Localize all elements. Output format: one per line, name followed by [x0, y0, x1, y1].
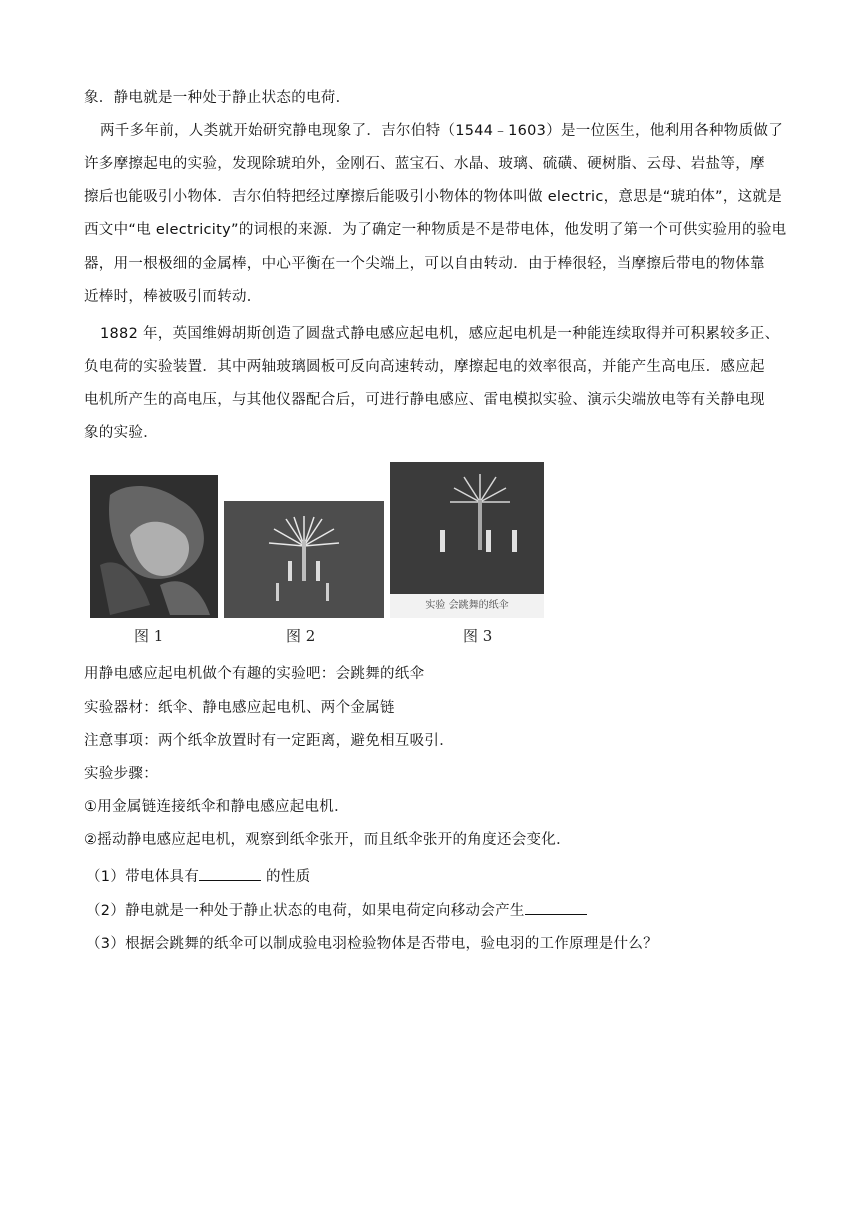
- paragraph-line: 器，用一根极细的金属棒，中心平衡在一个尖端上，可以自由转动．由于棒很轻，当摩擦后带电的物体靠: [84, 256, 765, 272]
- question-1: [86, 866, 786, 887]
- figure-3-image: [390, 462, 544, 618]
- figure-2-caption: 图 2: [286, 627, 316, 645]
- paragraph-line: 象．静电就是一种处于静止状态的电荷．: [84, 90, 351, 106]
- paragraph-line: 西文中“电 electricity”的词根的来源．为了确定一种物质是不是带电体，他发明了第一个可供实验用的验电: [84, 222, 787, 238]
- experiment-intro: 用静电感应起电机做个有趣的实验吧：会跳舞的纸伞: [84, 666, 425, 682]
- paragraph-line: 擦后也能吸引小物体．吉尔伯特把经过摩擦后能吸引小物体的物体叫做 electric，意思是“琥珀体”，这就是: [84, 189, 783, 205]
- question-3: （3）根据会跳舞的纸伞可以制成验电羽检验物体是否带电，验电羽的工作原理是什么？: [86, 936, 658, 952]
- figure-3-caption: 图 3: [463, 627, 493, 645]
- figure-3-illustration: [390, 462, 544, 594]
- figure-1-caption: 图 1: [134, 627, 164, 645]
- paragraph-line: 近棒时，棒被吸引而转动．: [84, 289, 262, 305]
- question-2: [86, 900, 786, 921]
- paragraph-line: 两千多年前，人类就开始研究静电现象了．吉尔伯特（1544﹣1603）是一位医生，他利用各种物质做了: [100, 123, 783, 139]
- question-1-prefix: （1）带电体具有: [86, 869, 200, 885]
- figure-1-image: [90, 475, 218, 618]
- experiment-step-1: ①用金属链连接纸伞和静电感应起电机．: [84, 799, 349, 815]
- paragraph-line: 负电荷的实验装置．其中两轴玻璃圆板可反向高速转动，摩擦起电的效率很高，并能产生高电压．感应起: [84, 359, 765, 375]
- question-2-answer-blank[interactable]: [525, 900, 587, 915]
- experiment-step-2: ②摇动静电感应起电机，观察到纸伞张开，而且纸伞张开的角度还会变化．: [84, 832, 571, 848]
- paragraph-line: 电机所产生的高电压，与其他仪器配合后，可进行静电感应、雷电模拟实验、演示尖端放电等有关静电现: [84, 392, 765, 408]
- figure-2-image: [224, 501, 384, 618]
- paragraph-line: 象的实验．: [84, 425, 158, 441]
- paragraph-line: 许多摩擦起电的实验，发现除琥珀外，金刚石、蓝宝石、水晶、玻璃、硫磺、硬树脂、云母、岩盐等，摩: [84, 156, 765, 172]
- paragraph-line: 1882 年，英国维姆胡斯创造了圆盘式静电感应起电机，感应起电机是一种能连续取得并可积累较多正、: [100, 326, 780, 342]
- experiment-materials: 实验器材：纸伞、静电感应起电机、两个金属链: [84, 700, 395, 716]
- experiment-notes: 注意事项：两个纸伞放置时有一定距离，避免相互吸引．: [84, 733, 454, 749]
- figure-2-illustration: [224, 501, 384, 618]
- figure-3-inner-label: 实验 会跳舞的纸伞: [390, 594, 544, 618]
- question-1-suffix: 的性质: [261, 869, 311, 885]
- experiment-steps-title: 实验步骤：: [84, 766, 158, 782]
- question-2-prefix: （2）静电就是一种处于静止状态的电荷，如果电荷定向移动会产生: [86, 903, 525, 919]
- question-1-answer-blank[interactable]: [199, 866, 261, 881]
- figure-1-illustration: [90, 475, 218, 618]
